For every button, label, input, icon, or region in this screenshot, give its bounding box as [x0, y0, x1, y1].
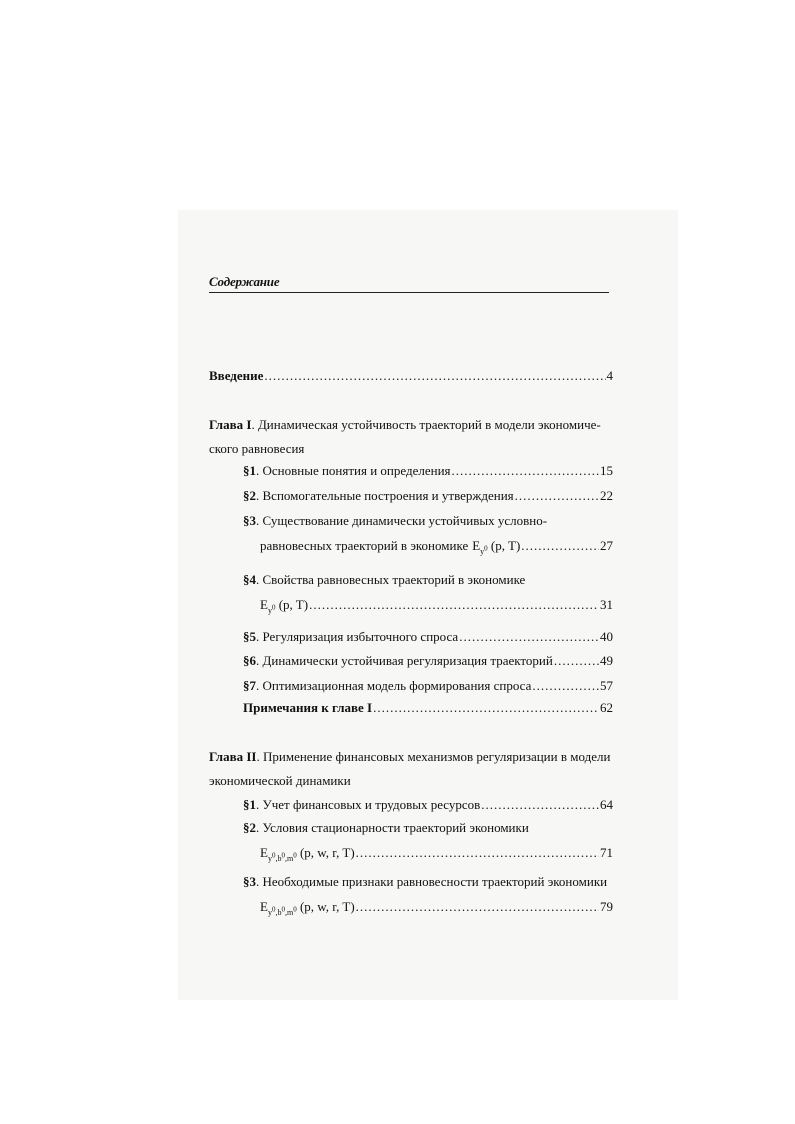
toc-entry-ch2-s1[interactable]	[243, 797, 613, 813]
section-title: . Условия стационарности траекторий экономики	[256, 820, 529, 835]
toc-entry-ch1-s7[interactable]	[243, 678, 613, 694]
leader-dots	[515, 488, 599, 504]
section-title: . Вспомогательные построения и утверждения	[256, 488, 514, 503]
toc-entry-ch1-s5[interactable]	[243, 629, 613, 645]
intro-label: Введение	[209, 368, 264, 383]
section-title: . Динамически устойчивая регуляризация траекторий	[256, 653, 553, 668]
section-number: §4	[243, 572, 256, 587]
notes-label: Примечания к главе I	[243, 700, 373, 715]
section-title-cont: равновесных траекторий в экономике	[260, 538, 469, 553]
leader-dots	[452, 463, 599, 479]
page-number: 64	[600, 797, 613, 812]
page-number: 15	[600, 463, 613, 478]
section-number: §2	[243, 488, 256, 503]
chapter1-title[interactable]	[209, 417, 601, 433]
section-number: §1	[243, 463, 256, 478]
heading-rule	[209, 292, 609, 293]
section-title: . Основные понятия и определения	[256, 463, 451, 478]
leader-dots	[481, 797, 599, 813]
toc-entry-ch1-s3[interactable]	[243, 513, 547, 529]
page-number: 79	[600, 899, 613, 914]
toc-entry-ch1-s6[interactable]	[243, 653, 613, 669]
chapter1-title-line2: ского равновесия	[209, 441, 305, 456]
section-title: . Свойства равновесных траекторий в экономике	[256, 572, 526, 587]
section-title: . Учет финансовых и трудовых ресурсов	[256, 797, 481, 812]
section-title: . Необходимые признаки равновесности траекторий экономики	[256, 874, 608, 889]
section-title: . Оптимизационная модель формирования спроса	[256, 678, 532, 693]
page-number: 27	[600, 538, 613, 553]
toc-entry-ch2-s2[interactable]	[243, 820, 529, 836]
chapter2-title-line1: . Применение финансовых механизмов регуляризации в модели	[256, 749, 611, 764]
formula-E-y0-b0-m0: $E_{y^0,b^0,m^0}$ (p, w, r, T)	[260, 899, 355, 917]
chapter2-title[interactable]	[209, 749, 610, 765]
toc-entry-ch2-s3-cont[interactable]	[260, 899, 613, 921]
toc-entry-ch1-s3-cont[interactable]	[260, 538, 613, 560]
page-number: 31	[600, 597, 613, 612]
page-number: 57	[600, 678, 613, 693]
section-number: §2	[243, 820, 256, 835]
page-number: 49	[600, 653, 613, 668]
chapter1-title-line1: . Динамическая устойчивость траекторий в модели экономиче-	[251, 417, 601, 432]
section-number: §3	[243, 874, 256, 889]
toc-entry-ch1-s2[interactable]	[243, 488, 613, 504]
leader-dots	[459, 629, 599, 645]
section-number: §5	[243, 629, 256, 644]
chapter1-label: Глава I	[209, 417, 252, 432]
section-number: §3	[243, 513, 256, 528]
chapter2-title-line2: экономической динамики	[209, 773, 351, 788]
leader-dots	[521, 538, 599, 554]
formula-E-y0: $E_{y^0}$ (p, T)	[260, 597, 309, 615]
leader-dots	[532, 678, 599, 694]
section-title: . Существование динамически устойчивых условно-	[256, 513, 548, 528]
toc-entry-ch1-s1[interactable]	[243, 463, 613, 479]
leader-dots	[356, 845, 599, 861]
formula-E-y0: $E_{y^0}$ (p, T)	[472, 538, 521, 556]
section-number: §6	[243, 653, 256, 668]
page-number: 22	[600, 488, 613, 503]
page-number: 40	[600, 629, 613, 644]
section-number: §1	[243, 797, 256, 812]
section-number: §7	[243, 678, 256, 693]
leader-dots	[264, 368, 605, 384]
toc-entry-intro[interactable]	[209, 368, 613, 384]
toc-entry-ch2-s2-cont[interactable]	[260, 845, 613, 867]
page-number: 62	[600, 700, 613, 715]
leader-dots	[554, 653, 599, 669]
toc-heading: Содержание	[209, 274, 280, 289]
formula-E-y0-b0-m0: $E_{y^0,b^0,m^0}$ (p, w, r, T)	[260, 845, 355, 863]
chapter2-label: Глава II	[209, 749, 257, 764]
section-title: . Регуляризация избыточного спроса	[256, 629, 459, 644]
toc-entry-ch2-s3[interactable]	[243, 874, 607, 890]
leader-dots	[373, 700, 599, 716]
page-number: 4	[606, 368, 613, 383]
page-number: 71	[600, 845, 613, 860]
toc-entry-ch1-s4[interactable]	[243, 572, 525, 588]
toc-entry-ch1-s4-cont[interactable]	[260, 597, 613, 619]
leader-dots	[309, 597, 599, 613]
leader-dots	[356, 899, 599, 915]
toc-entry-ch1-notes[interactable]	[243, 700, 613, 716]
